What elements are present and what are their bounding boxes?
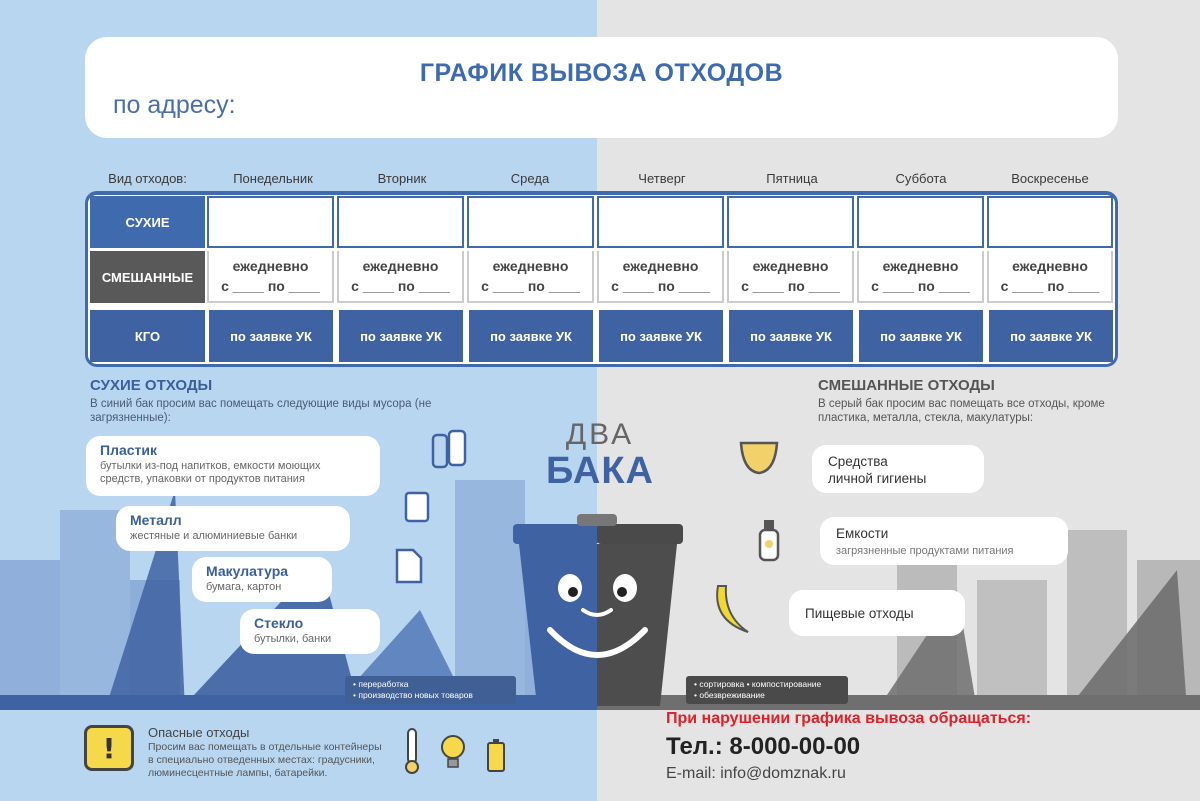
col-friday: Пятница [766, 171, 818, 186]
banana-icon [708, 580, 758, 640]
dry-note-2: • производство новых товаров [353, 690, 473, 700]
col-tuesday: Вторник [377, 171, 427, 186]
card-glass [240, 609, 380, 654]
card-food [789, 590, 965, 636]
mixed-line1: ежедневно [492, 258, 569, 274]
mixed-waste-title: СМЕШАННЫЕ ОТХОДЫ [818, 377, 995, 394]
mixed-note-1-text: сортировка • компостирование [699, 679, 822, 689]
kgo-cell-wednesday: по заявке УК [469, 310, 593, 362]
mixed-line2: с ____ по ____ [481, 278, 580, 294]
mixed-line1: ежедневно [362, 258, 439, 274]
kgo-cell-saturday: по заявке УК [859, 310, 983, 362]
mixed-cell-tuesday [337, 251, 464, 303]
dry-cell-thursday[interactable] [597, 196, 724, 248]
mixed-line1: ежедневно [1012, 258, 1088, 274]
mixed-cell-thursday [597, 251, 724, 303]
hazard-text: Просим вас помещать в отдельные контейнеры в специально отведенных местах: градусники, люминесцентные лампы, батарейки. [148, 741, 382, 779]
mixed-line2: с ____ по ____ [871, 278, 970, 294]
bottle-icon [752, 516, 786, 564]
mixed-note-2-text: обезвреживание [699, 690, 765, 700]
mixed-cell-saturday [857, 251, 984, 303]
mixed-line2: с ____ по ____ [221, 278, 320, 294]
kgo-cell-sunday: по заявке УК [989, 310, 1113, 362]
mixed-notes [686, 676, 848, 704]
mixed-line1: ежедневно [622, 258, 699, 274]
col-wednesday: Среда [510, 171, 550, 186]
col-thursday: Четверг [638, 171, 686, 186]
mixed-line1: ежедневно [752, 258, 829, 274]
address-label: по адресу: [113, 91, 236, 119]
dry-cell-friday[interactable] [727, 196, 854, 248]
dry-notes [345, 676, 516, 704]
col-monday: Понедельник [233, 171, 313, 186]
mixed-line2: с ____ по ____ [741, 278, 840, 294]
mixed-line1: ежедневно [882, 258, 959, 274]
dry-note-1-text: переработка [358, 679, 409, 689]
dry-cell-saturday[interactable] [857, 196, 984, 248]
mixed-line2: с ____ по ____ [1000, 278, 1100, 294]
hazard-icon-box [84, 725, 134, 771]
kgo-cell-monday: по заявке УК [209, 310, 333, 362]
dry-cell-sunday[interactable] [987, 196, 1113, 248]
thermometer-icon [402, 727, 422, 775]
card-containers-title: Емкости [836, 526, 889, 541]
dry-cell-tuesday[interactable] [337, 196, 464, 248]
paper-icon [393, 548, 425, 584]
hazard-title: Опасные отходы [148, 725, 250, 740]
contact-notice: При нарушении графика вывоза обращаться: [666, 710, 1032, 727]
card-plastic-title: Пластик [100, 442, 157, 458]
lightbulb-icon [438, 733, 468, 773]
contact-email: E-mail: info@domznak.ru [666, 765, 846, 782]
two-bins-mascot [505, 510, 690, 710]
battery-icon [485, 737, 507, 773]
mixed-note-1: • сортировка • компостирование [694, 679, 822, 689]
plastic-bottle-icon [425, 425, 473, 473]
dry-waste-text: В синий бак просим вас помещать следующие виды мусора (не загрязненные): [90, 398, 432, 424]
dry-cell-wednesday[interactable] [467, 196, 594, 248]
col-sunday: Воскресенье [1011, 171, 1089, 186]
mixed-line2: с ____ по ____ [611, 278, 710, 294]
mixed-cell-monday [207, 251, 334, 303]
card-hygiene [812, 445, 984, 493]
mixed-line2: с ____ по ____ [351, 278, 450, 294]
card-hygiene-title: Средства личной гигиены [828, 454, 927, 486]
card-glass-desc: бутылки, банки [254, 633, 332, 645]
mixed-note-2: • обезвреживание [694, 690, 765, 700]
header-card [85, 37, 1118, 138]
row-header-label: Вид отходов: [108, 171, 187, 186]
row-label-dry: СУХИЕ [90, 196, 205, 248]
card-food-title: Пищевые отходы [805, 605, 914, 621]
logo-line1: ДВА [565, 418, 635, 451]
mixed-cell-friday [727, 251, 854, 303]
card-glass-title: Стекло [254, 615, 304, 631]
mixed-line1: ежедневно [232, 258, 309, 274]
exclamation-icon: ! [102, 731, 116, 765]
kgo-cell-thursday: по заявке УК [599, 310, 723, 362]
kgo-cell-tuesday: по заявке УК [339, 310, 463, 362]
kgo-cell-friday: по заявке УК [729, 310, 853, 362]
card-metal-desc: жестяные и алюминиевые банки [130, 530, 298, 542]
mixed-cell-wednesday [467, 251, 594, 303]
diaper-icon [737, 437, 781, 477]
card-metal [116, 506, 350, 551]
card-plastic-desc: бутылки из-под напитков, емкости моющих средств, упаковки от продуктов питания [100, 460, 321, 485]
dry-waste-title: СУХИЕ ОТХОДЫ [90, 377, 213, 394]
contact-phone: Тел.: 8-000-00-00 [666, 733, 861, 760]
card-plastic [86, 436, 380, 496]
dry-note-1: • переработка [353, 679, 409, 689]
col-saturday: Суббота [895, 171, 947, 186]
mixed-waste-text: В серый бак просим вас помещать все отходы, кроме пластика, металла, стекла, макулатуры: [818, 398, 1105, 424]
card-paper [192, 557, 332, 602]
mixed-cell-sunday [987, 251, 1113, 303]
row-label-mixed: СМЕШАННЫЕ [90, 251, 205, 303]
card-paper-desc: бумага, картон [206, 581, 282, 593]
dry-cell-monday[interactable] [207, 196, 334, 248]
logo-line2: БАКА [546, 450, 654, 492]
card-containers [820, 517, 1068, 565]
card-paper-title: Макулатура [206, 563, 289, 579]
row-label-kgo: КГО [90, 310, 205, 362]
card-containers-desc: загрязненные продуктами питания [836, 545, 1014, 557]
can-icon [398, 487, 438, 527]
dry-note-2-text: производство новых товаров [358, 690, 473, 700]
page-title: ГРАФИК ВЫВОЗА ОТХОДОВ [419, 59, 784, 87]
card-metal-title: Металл [130, 512, 182, 528]
